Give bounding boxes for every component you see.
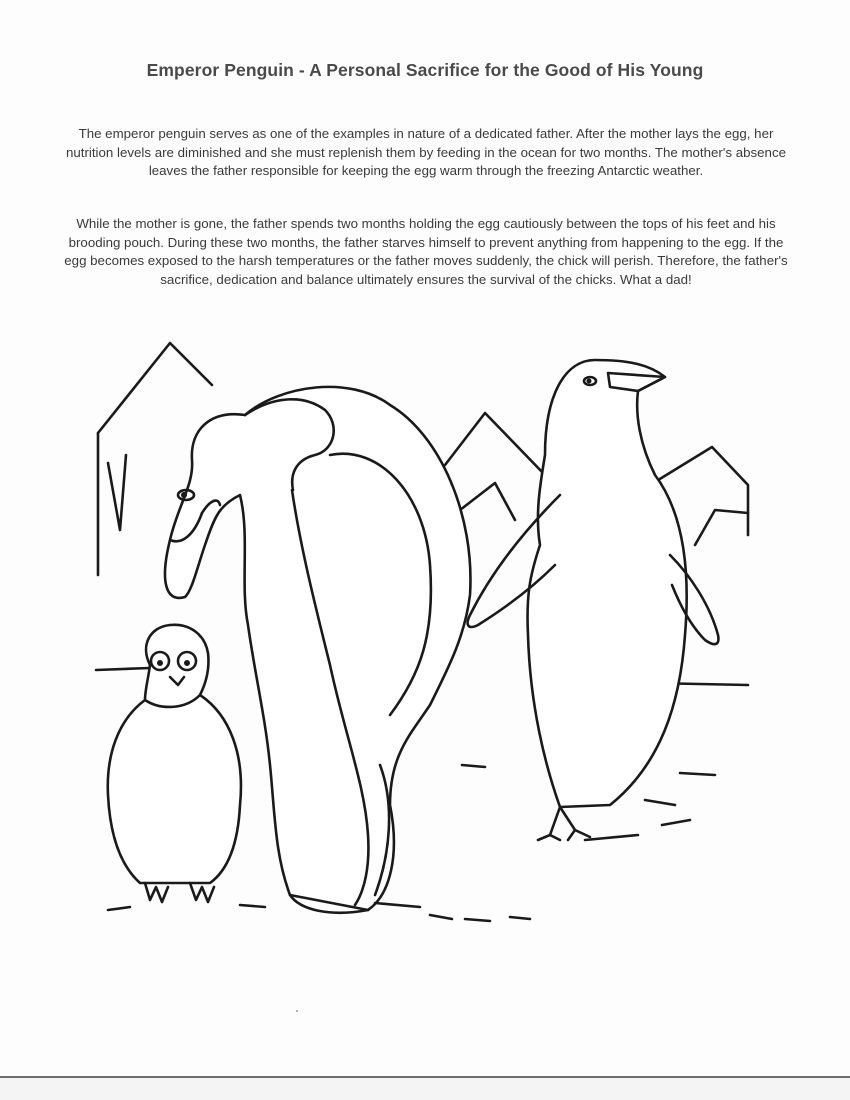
chick-eye-left-pupil	[157, 660, 163, 666]
chick-eye-right-pupil	[184, 660, 190, 666]
detail-paragraph: While the mother is gone, the father spends two months holding the egg cautiously between the tops of his feet and his brooding pouch. During these two months, the father starves himself to prevent anything from happening to the egg. If the egg becomes exposed to the harsh temperatures or the father moves suddenly, the chick will perish. Therefore, the father's sacrifice, dedication and balance ultimately ensures the survival of the chicks. What a dad!	[64, 216, 788, 287]
intro-paragraph: The emperor penguin serves as one of the examples in nature of a dedicated father. After the mother lays the egg, her nutrition levels are diminished and she must replenish them by feeding in the ocean for two months. The mother's absence leaves the father responsible for keeping the egg warm through the freezing Antarctic weather.	[66, 126, 786, 178]
mother-eye-pupil	[587, 379, 592, 384]
snow-mark	[662, 820, 690, 825]
snow-mark	[680, 773, 715, 775]
snow-mark	[465, 919, 490, 921]
snow-mark	[462, 765, 485, 767]
mountain-middle-peak	[445, 413, 545, 475]
snow-mark	[108, 907, 130, 910]
snow-mark	[585, 835, 638, 840]
snow-mark	[510, 917, 530, 919]
snow-mark	[430, 915, 452, 919]
chick-penguin	[108, 625, 241, 902]
father-eye-pupil	[181, 492, 187, 498]
scan-bottom-margin	[0, 1078, 850, 1100]
snow-mark	[240, 905, 265, 907]
mother-body	[528, 360, 687, 807]
page-title: Emperor Penguin - A Personal Sacrifice for the Good of His Young	[146, 59, 704, 80]
chick-body	[108, 625, 241, 883]
snow-mark	[375, 903, 420, 907]
mother-penguin	[468, 360, 719, 840]
penguin-coloring-illustration	[90, 335, 760, 935]
mountain-left-crag	[108, 455, 126, 530]
snow-mark	[645, 800, 675, 805]
chick-feet	[145, 883, 214, 902]
horizon-left	[96, 668, 150, 670]
illustration-svg	[90, 335, 760, 935]
mother-feet	[538, 807, 590, 840]
mountain-left-peak	[98, 343, 212, 433]
mountain-middle-crag	[460, 483, 515, 520]
mountain-right-crag	[695, 510, 748, 545]
scan-speck	[296, 1010, 298, 1012]
